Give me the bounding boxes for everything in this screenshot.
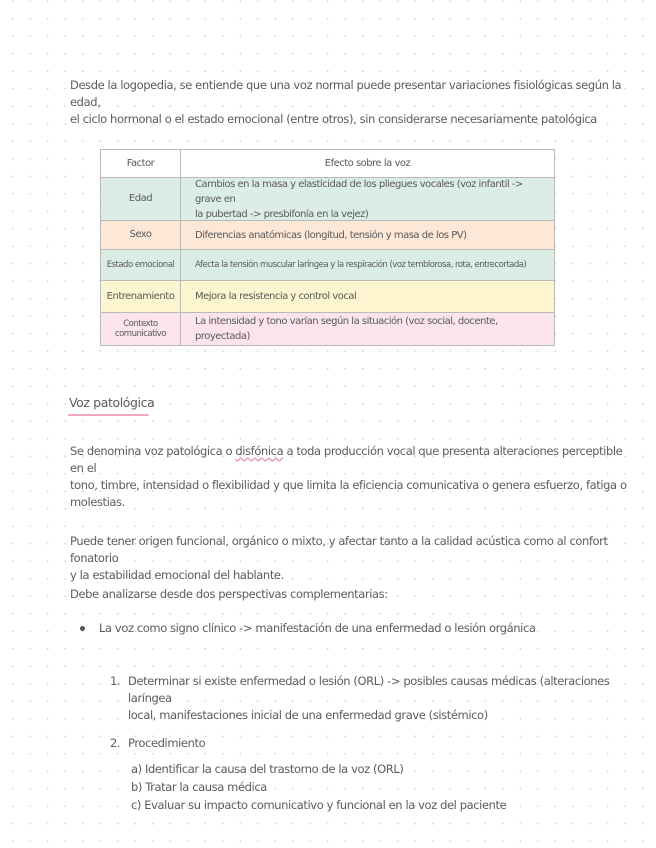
sub-item-a: a) Identificar la causa del trastorno de la voz (ORL) <box>131 762 404 776</box>
factor-line: Contexto <box>123 319 158 329</box>
list-item-2-title: Procedimiento <box>128 736 206 750</box>
table-header-factor: Factor <box>101 150 181 177</box>
perspectives-text: Debe analizarse desde dos perspectivas complementarias: <box>70 587 388 601</box>
table-row <box>101 220 554 249</box>
origin-line-1: Puede tener origen funcional, orgánico o mixto, y afectar tanto a la calidad acústica como al confort fonatorio <box>70 534 608 565</box>
intro-paragraph <box>70 77 630 128</box>
voice-factors-table <box>100 149 555 346</box>
table-row <box>101 177 554 220</box>
table-row <box>101 280 554 312</box>
definition-line-1 <box>70 443 635 477</box>
list-item-line: Determinar si existe enfermedad o lesión (ORL) -> posibles causas médicas (alteraciones laríngea <box>128 674 610 705</box>
effect-line: la pubertad -> presbifonía en la vejez) <box>195 208 369 220</box>
table-row <box>101 249 554 280</box>
definition-line-2: tono, timbre, intensidad o flexibilidad y que limita la eficiencia comunicativa o genera esfuerzo, fatiga o <box>70 478 627 492</box>
list-item-1 <box>128 673 628 724</box>
text-span: a toda producción vocal que presenta alteraciones perceptible en el <box>70 444 623 475</box>
intro-line-1: Desde la logopedia, se entiende que una voz normal puede presentar variaciones fisiológicas según la edad, <box>70 78 622 109</box>
table-row <box>101 312 554 345</box>
intro-line-2: el ciclo hormonal o el estado emocional (entre otros), sin considerarse necesariamente patológica <box>70 112 597 126</box>
text-span: Se denomina voz patológica o <box>70 444 236 458</box>
list-number-1: 1. <box>110 674 121 688</box>
factor-line: comunicativo <box>114 329 167 339</box>
table-cell-factor: Estado emocional <box>101 250 181 280</box>
table-header-row <box>101 150 554 177</box>
heading-underline <box>68 414 149 416</box>
list-number-2: 2. <box>110 736 121 750</box>
sub-list <box>131 760 506 814</box>
table-cell-effect <box>181 178 554 220</box>
list-item-line: local, manifestaciones inicial de una enfermedad grave (sistémico) <box>128 708 488 722</box>
sub-item-c: c) Evaluar su impacto comunicativo y funcional en la voz del paciente <box>131 798 507 812</box>
table-cell-factor: Sexo <box>101 221 181 249</box>
effect-line: Cambios en la masa y elasticidad de los pliegues vocales (voz infantil -> grave en <box>195 178 523 205</box>
table-header-effect: Efecto sobre la voz <box>324 158 411 169</box>
table-cell-factor <box>101 313 181 345</box>
sub-item-b: b) Tratar la causa médica <box>131 780 267 794</box>
origin-line-2: y la estabilidad emocional del hablante. <box>70 568 284 582</box>
bullet-dot <box>80 626 85 631</box>
definition-paragraph <box>70 443 635 511</box>
term-disfonica: disfónica <box>235 444 284 458</box>
table-cell-effect: Mejora la resistencia y control vocal <box>195 291 357 302</box>
table-cell-factor: Entrenamiento <box>101 281 181 312</box>
origin-paragraph <box>70 533 640 584</box>
table-cell-effect: Afecta la tensión muscular laríngea y la respiración (voz temblorosa, rota, entrecortada) <box>195 260 527 270</box>
table-cell-effect: La intensidad y tono varían según la situación (voz social, docente, proyectada) <box>195 316 498 342</box>
definition-line-3: molestias. <box>70 495 125 509</box>
table-cell-factor: Edad <box>101 178 181 220</box>
table-cell-effect: Diferencias anatómicas (longitud, tensión y masa de los PV) <box>195 229 467 241</box>
bullet-item: La voz como signo clínico -> manifestación de una enfermedad o lesión orgánica <box>99 621 536 635</box>
section-heading: Voz patológica <box>69 395 155 410</box>
